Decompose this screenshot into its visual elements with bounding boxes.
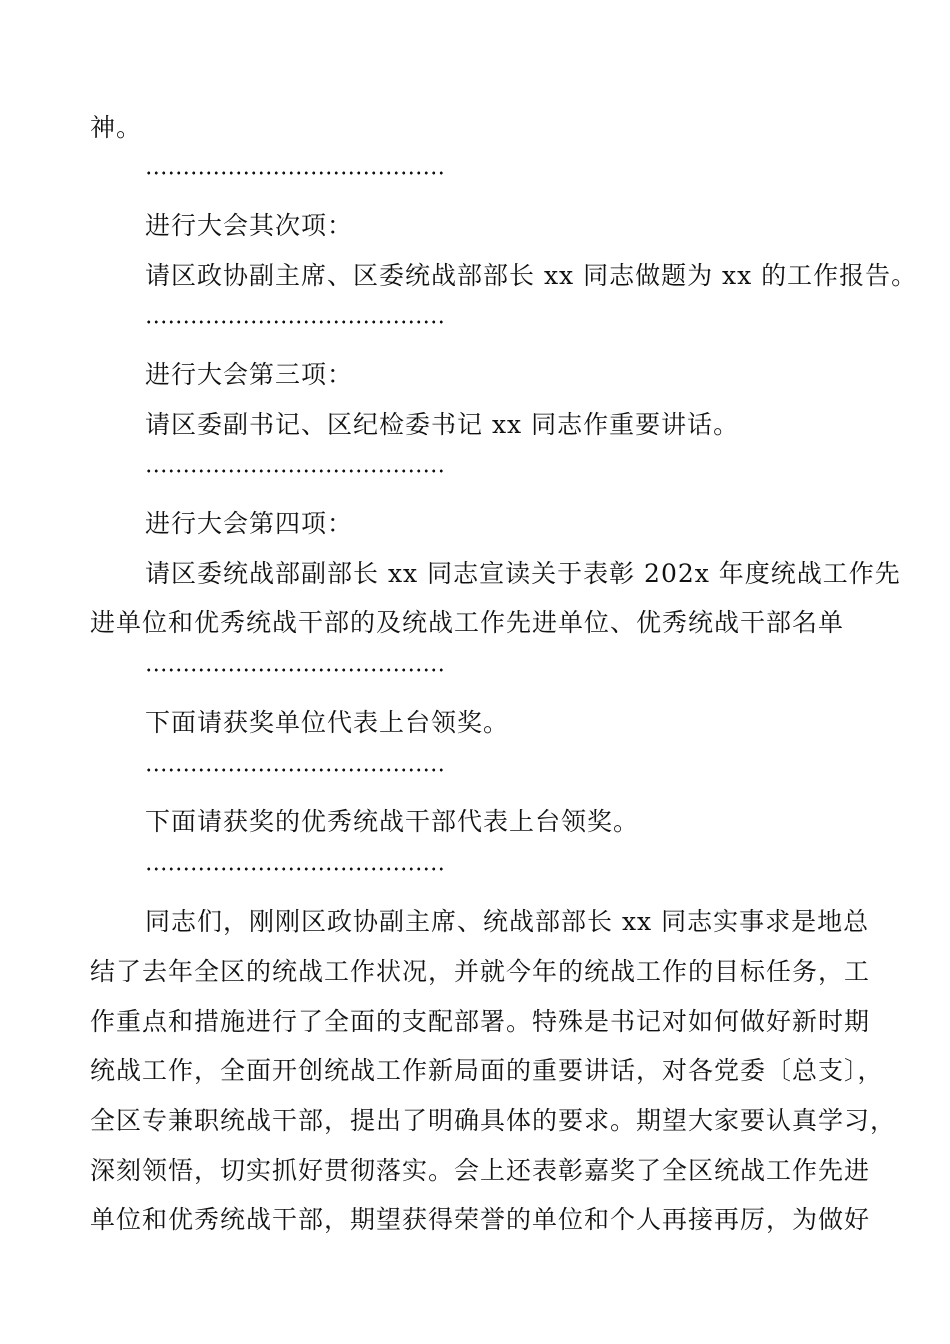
text-line: 作重点和措施进行了全面的支配部署。特殊是书记对如何做好新时期: [90, 1007, 871, 1036]
text-line: 进行大会第四项：: [145, 509, 354, 538]
ellipsis-separator: [145, 320, 447, 324]
text-line: 深刻领悟，切实抓好贯彻落实。会上还表彰嘉奖了全区统战工作先进: [90, 1156, 871, 1185]
text-line: 单位和优秀统战干部，期望获得荣誉的单位和个人再接再厉，为做好: [90, 1205, 871, 1234]
ellipsis-separator: [145, 668, 447, 672]
text-line: 下面请获奖的优秀统战干部代表上台领奖。: [145, 807, 640, 836]
text-line: 同志们，刚刚区政协副主席、统战部部长 xx 同志实事求是地总: [145, 907, 870, 936]
ellipsis-separator: [145, 171, 447, 175]
text-line: 结了去年全区的统战工作状况，并就今年的统战工作的目标任务，工: [90, 957, 871, 986]
text-line: 进单位和优秀统战干部的及统战工作先进单位、优秀统战干部名单: [90, 608, 845, 637]
text-line: 统战工作，全面开创统战工作新局面的重要讲话，对各党委〔总支〕，: [90, 1056, 884, 1085]
ellipsis-separator: [145, 469, 447, 473]
text-line: 全区专兼职统战干部，提出了明确具体的要求。期望大家要认真学习，: [90, 1106, 897, 1135]
text-line: 进行大会第三项：: [145, 360, 354, 389]
text-line: 请区政协副主席、区委统战部部长 xx 同志做题为 xx 的工作报告。: [145, 261, 918, 290]
text-line: 请区委统战部副部长 xx 同志宣读关于表彰 202x 年度统战工作先: [145, 559, 901, 588]
text-line: 请区委副书记、区纪检委书记 xx 同志作重要讲话。: [145, 410, 740, 439]
text-line: 神。: [90, 113, 143, 142]
text-line: 进行大会其次项：: [145, 211, 354, 240]
ellipsis-separator: [145, 867, 447, 871]
ellipsis-separator: [145, 768, 447, 772]
text-line: 下面请获奖单位代表上台领奖。: [145, 708, 510, 737]
